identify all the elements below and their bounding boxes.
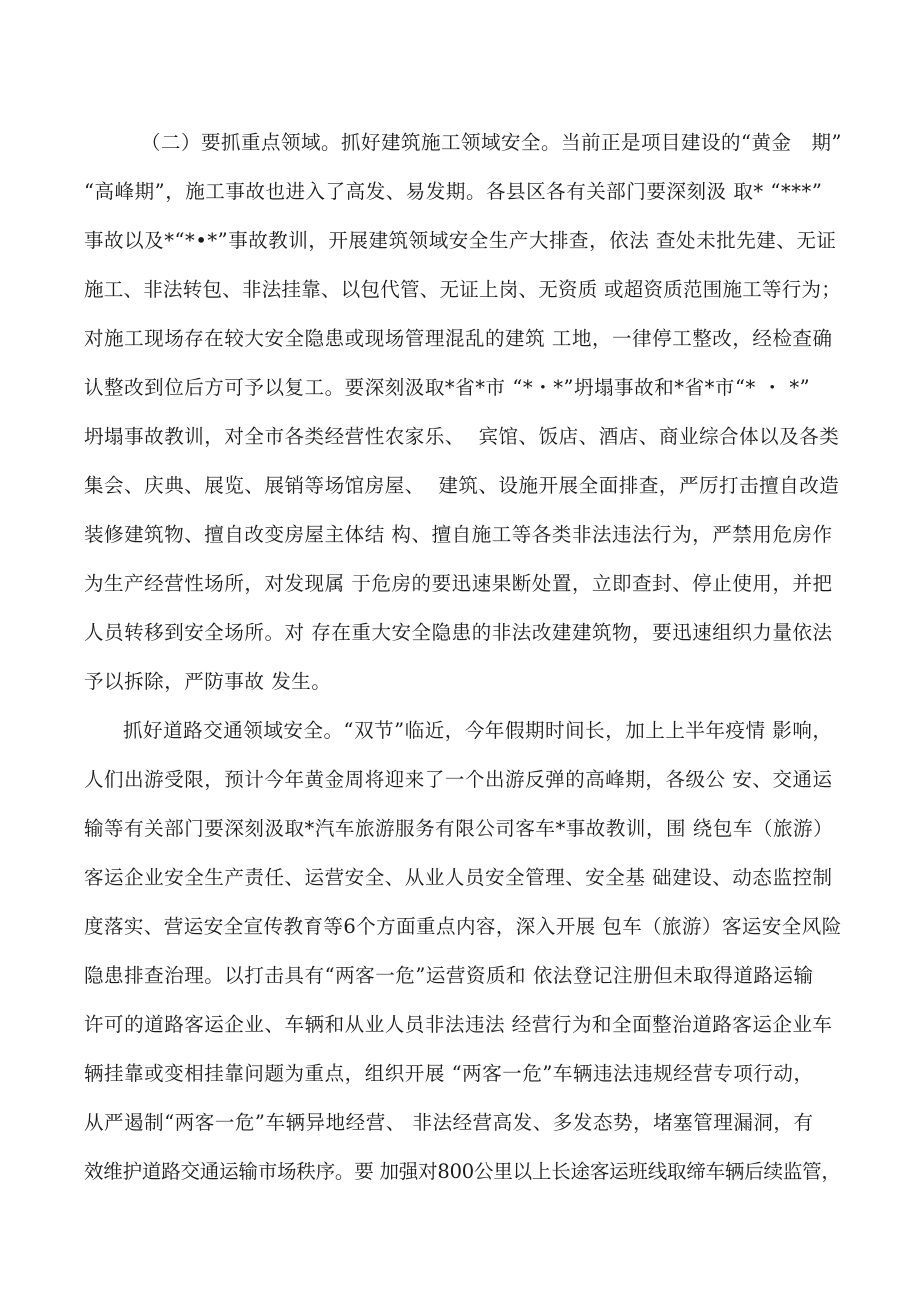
text-line: 从严遏制“两客一危”车辆异地经营、 非法经营高发、多发态势，堵塞管理漏洞，有 — [84, 1111, 814, 1134]
text-line: 予以拆除，严防事故 发生。 — [84, 670, 332, 693]
text-line: （二）要抓重点领域。抓好建筑施工领域安全。当前正是项目建设的“黄金 期” — [141, 131, 842, 154]
text-line: 坍塌事故教训，对全市各类经营性农家乐、 宾馆、饭店、酒店、商业综合体以及各类 — [84, 425, 840, 448]
text-line: 认整改到位后方可予以复工。要深刻汲取*省*市 “*・*”坍塌事故和*省*市“* ・ *” — [84, 376, 811, 399]
text-line: 集会、庆典、展览、展销等场馆房屋、 建筑、设施开展全面排查，严厉打击擅自改造 — [84, 474, 840, 497]
text-line: 许可的道路客运企业、车辆和从业人员非法违法 经营行为和全面整治道路客运企业车 — [84, 1013, 833, 1036]
text-line: 输等有关部门要深刻汲取*汽车旅游服务有限公司客车*事故教训，围 绕包车（旅游） — [84, 817, 834, 840]
text-line: 辆挂靠或变相挂靠问题为重点，组织开展 “两客一危”车辆违法违规经营专项行动， — [84, 1062, 814, 1085]
text-line: 施工、非法转包、非法挂靠、以包代管、无证上岗、无资质 或超资质范围施工等行为； — [84, 278, 841, 301]
text-line: 抓好道路交通领域安全。“双节”临近，今年假期时间长，加上上半年疫情 影响， — [123, 719, 833, 742]
text-line: 为生产经营性场所，对发现属 于危房的要迅速果断处置，立即查封、停止使用，并把 — [84, 572, 833, 595]
text-line: 事故以及*“*•*”事故教训，开展建筑领域安全生产大排查，依法 查处未批先建、无证 — [84, 229, 837, 252]
text-line: 客运企业安全生产责任、运营安全、从业人员安全管理、安全基 础建设、动态监控制 — [84, 866, 833, 889]
text-line: 度落实、营运安全宣传教育等6个方面重点内容，深入开展 包车（旅游）客运安全风险 — [84, 915, 842, 938]
text-line: 装修建筑物、擅自改变房屋主体结 构、擅自施工等各类非法违法行为，严禁用危房作 — [84, 523, 833, 546]
text-line: 隐患排查治理。以打击具有“两客一危”运营资质和 依法登记注册但未取得道路运输 — [84, 964, 814, 987]
text-line: 人员转移到安全场所。对 存在重大安全隐患的非法改建建筑物，要迅速组织力量依法 — [84, 621, 833, 644]
text-line: 效维护道路交通运输市场秩序。要 加强对800公里以上长途客运班线取缔车辆后续监管， — [84, 1160, 841, 1183]
text-line: “高峰期”，施工事故也进入了高发、易发期。各县区各有关部门要深刻汲 取* “***” — [84, 180, 823, 203]
text-line: 对施工现场存在较大安全隐患或现场管理混乱的建筑 工地，一律停工整改，经检查确 — [84, 327, 833, 350]
text-line: 人们出游受限，预计今年黄金周将迎来了一个出游反弹的高峰期，各级公 安、交通运 — [84, 768, 833, 791]
